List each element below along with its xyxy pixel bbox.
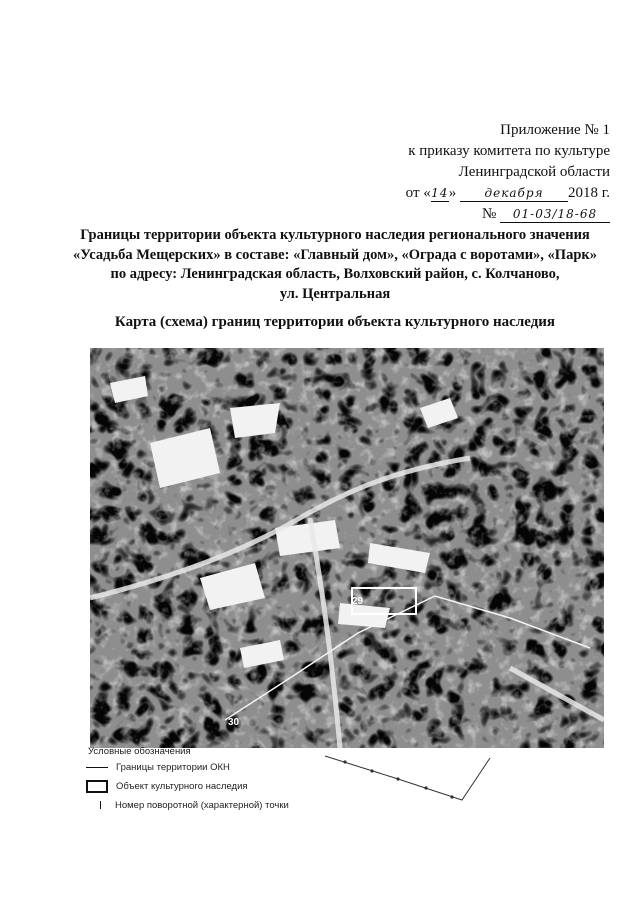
- legend-boundary-label: Границы территории ОКН: [116, 762, 230, 773]
- appendix-region: Ленинградской области: [458, 164, 610, 180]
- map-legend: [86, 746, 506, 816]
- number-handwritten: 01-03/18-68: [500, 206, 610, 223]
- legend-point-icon: [100, 801, 101, 809]
- legend-object-label: Объект культурного наследия: [116, 781, 248, 793]
- point-label-30: 30: [228, 717, 240, 728]
- title-line-1: Границы территории объекта культурного наследия регионального значения: [80, 227, 590, 243]
- date-mid: »: [448, 185, 457, 201]
- legend-rect-icon: [86, 780, 108, 793]
- number-prefix: №: [481, 206, 497, 222]
- point-label-29: 29: [352, 596, 364, 607]
- legend-boundary-row: [86, 762, 230, 773]
- date-day-handwritten: 14: [431, 186, 449, 200]
- map-heading: Карта (схема) границ территории объекта культурного наследия: [114, 314, 556, 330]
- legend-line-icon: [86, 767, 108, 768]
- legend-point-label: Номер поворотной (характерной) точки: [115, 800, 289, 811]
- title-line-2: «Усадьба Мещерских» в составе: «Главный дом», «Ограда с воротами», «Парк»: [72, 246, 598, 263]
- title-line-4: ул. Центральная: [279, 285, 391, 302]
- date-month-handwritten: декабря: [460, 185, 568, 202]
- legend-header: Условные обозначения: [88, 746, 191, 757]
- appendix-title: Приложение № 1: [500, 122, 610, 138]
- date-prefix: от «: [405, 185, 431, 201]
- legend-point-row: [100, 800, 289, 811]
- title-line-3: по адресу: Ленинградская область, Волховский район, с. Колчаново,: [110, 266, 560, 282]
- date-year: 2018 г.: [568, 185, 610, 201]
- legend-object-row: [86, 780, 248, 793]
- appendix-order-ref: к приказу комитета по культуре: [408, 143, 610, 159]
